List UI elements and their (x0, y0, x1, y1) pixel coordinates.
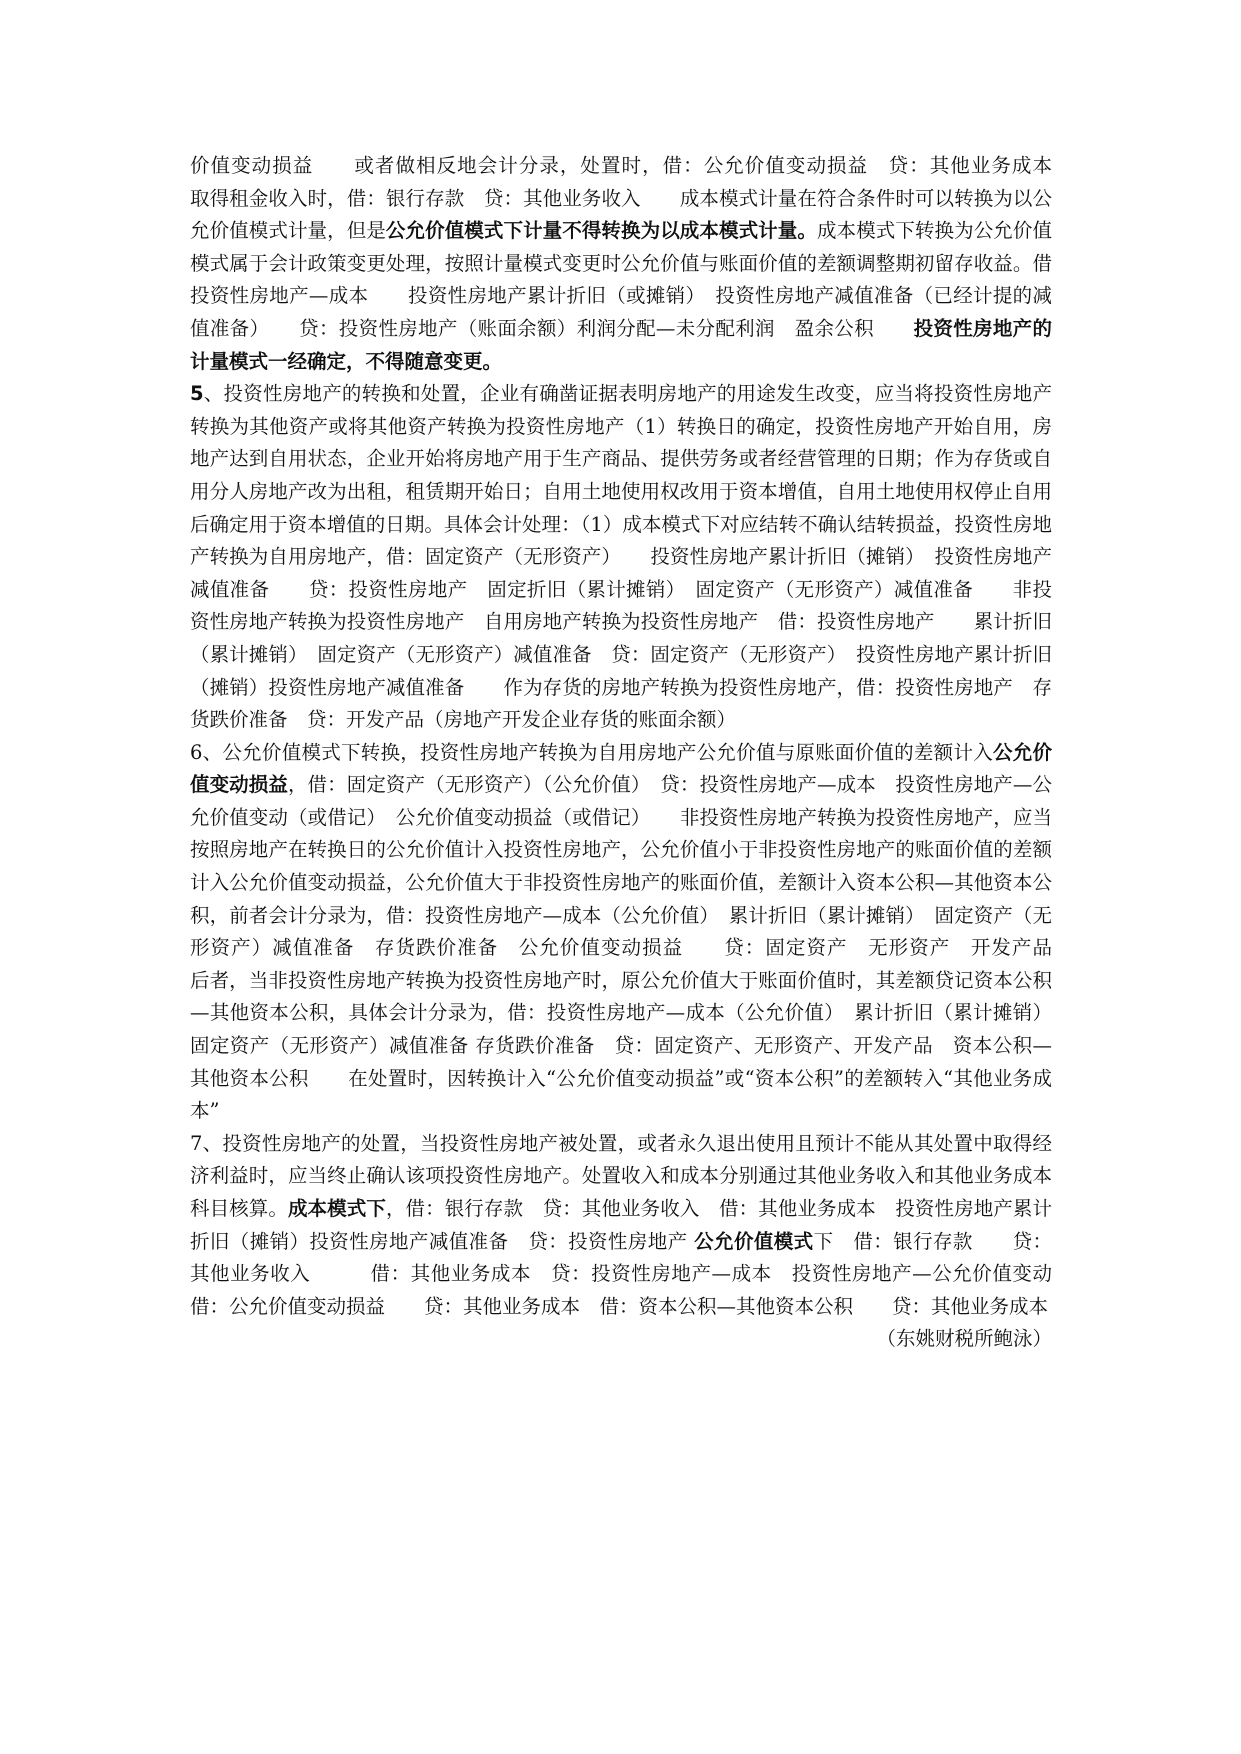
paragraph-accounting-intro (190, 150, 1092, 378)
text-run: ，借：固定资产（无形资产）（公允价值） 贷：投资性房地产—成本 投资性房地产—公允价值变动（或借记） 公允价值变动损益（或借记） 非投资性房地产转换为投资性房地产，应当按照房地产在转换日的公允价值计入投资性房地产，公允价值小于非投资性房地产的账面价值的差额计入公允价值变动损益，公允价值大于非投资性房地产的账面价值，差额计入资本公积—其他资本公积，前者会计分录为，借：投资性房地产—成本（公允价值） 累计折旧（累计摊销） 固定资产（无形资产）减值准备 存货跌价准备 公允价值变动损益 贷：固定资产 无形资产 开发产品 后者，当非投资性房地产转换为投资性房地产时，原公允价值大于账面价值时，其差额贷记资本公积—其他资本公积，具体会计分录为，借：投资性房地产—成本（公允价值） 累计折旧（累计摊销）固定资产（无形资产）减值准备 存货跌价准备 贷：固定资产、无形资产、开发产品 资本公积—其他资本公积 在处置时，因转换计入“公允价值变动损益”或“资本公积”的差额转入“其他业务成本” (190, 773, 1092, 1123)
text-run: 7、投资性房地产的处置，当投资性房地产被处置，或者永久退出使用且预计不能从其处置中取得经济利益时，应当终止确认该项投资性房地产。处置收入和成本分别通过其他业务收入和其他业务成本科目核算。 (190, 1131, 1052, 1220)
text-run: 、投资性房地产的转换和处置，企业有确凿证据表明房地产的用途发生改变，应当将投资性房地产转换为其他资产或将其他资产转换为投资性房地产（1）转换日的确定，投资性房地产开始自用，房地产达到自用状态，企业开始将房地产用于生产商品、提供劳务或者经营管理的日期；作为存货或自用分人房地产改为出租，租赁期开始日；自用土地使用权改用于资本增值，自用土地使用权停止自用后确定用于资本增值的日期。具体会计处理：（1）成本模式下对应结转不确认结转损益，投资性房地产转换为自用房地产，借：固定资产（无形资产） 投资性房地产累计折旧（摊销） 投资性房地产减值准备 贷：投资性房地产 固定折旧（累计摊销） 固定资产（无形资产）减值准备 非投资性房地产转换为投资性房地产 自用房地产转换为投资性房地产 借：投资性房地产 累计折旧（累计摊销） 固定资产（无形资产）减值准备 贷：固定资产（无形资产） 投资性房地产累计折旧（摊销）投资性房地产减值准备 作为存货的房地产转换为投资性房地产，借：投资性房地产 存货跌价准备 贷：开发产品（房地产开发企业存货的账面余额） (190, 382, 1052, 732)
bold-text-run: 公允价值变动损益 (190, 740, 1052, 797)
document-body (190, 150, 1092, 1356)
text-run: 价值变动损益 或者做相反地会计分录，处置时，借：公允价值变动损益 贷：其他业务成本 取得租金收入时，借：银行存款 贷：其他业务收入 成本模式计量在符合条件时可以转换为以公允价值模式计量，但是 (190, 154, 1092, 243)
paragraph-section-7 (190, 1128, 1092, 1351)
author-signature: （东姚财税所鲍泳） (876, 1327, 1052, 1351)
text-run: 6、公允价值模式下转换，投资性房地产转换为自用房地产公允价值与原账面价值的差额计入 (190, 740, 993, 764)
text-run: ，借：银行存款 贷：其他业务收入 借：其他业务成本 投资性房地产累计折旧（摊销）投资性房地产减值准备 贷：投资性房地产 (190, 1197, 1052, 1253)
section-number: 5 (190, 382, 204, 406)
bold-text-run: 投资性房地产的计量模式一经确定，不得随意变更。 (190, 316, 1052, 373)
bold-text-run: 成本模式下 (287, 1197, 386, 1220)
bold-text-run: 公允价值模式下计量不得转换为以成本模式计量。 (385, 219, 817, 243)
paragraph-section-5 (190, 378, 1052, 737)
text-run: 成本模式下转换为公允价值模式属于会计政策变更处理，按照计量模式变更时公允价值与账面价值的差额调整期初留存收益。借投资性房地产—成本 投资性房地产累计折旧（或摊销） 投资性房地产减值准备（已经计提的减值准备） 贷：投资性房地产（账面余额）利润分配—未分配利润 盈余公积 (190, 219, 1052, 340)
bold-text-run: 公允价值模式 (694, 1229, 814, 1253)
paragraph-section-6 (190, 737, 1092, 1128)
text-run: 下 借：银行存款 贷：其他业务收入 借：其他业务成本 贷：投资性房地产—成本 投资性房地产—公允价值变动 借：公允价值变动损益 贷：其他业务成本 借：资本公积—其他资本公积 贷：其他业务成本 (190, 1229, 1092, 1318)
